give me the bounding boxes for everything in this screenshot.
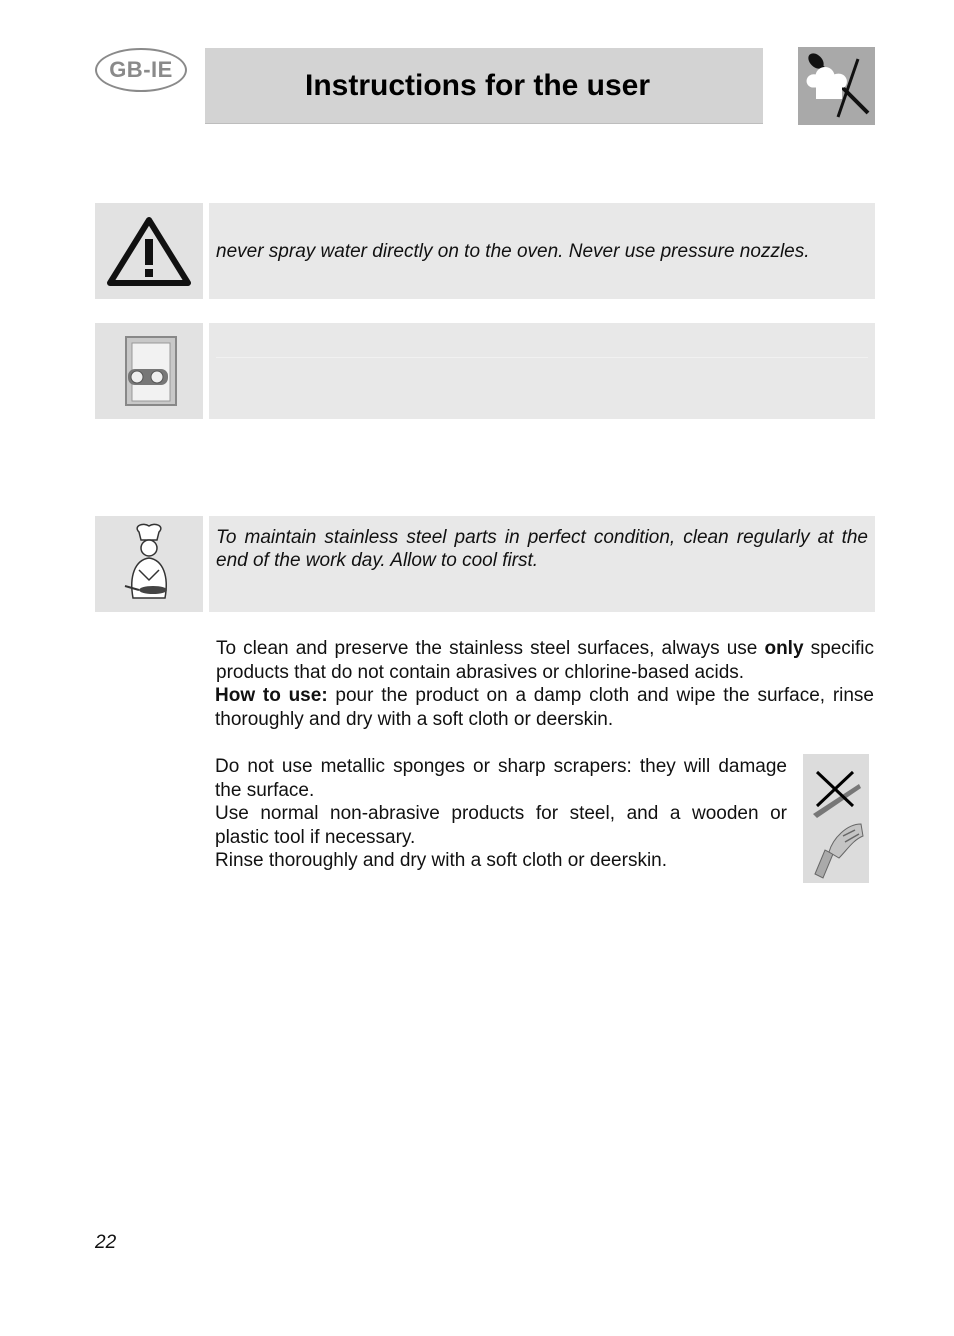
tools-paragraph — [215, 755, 787, 873]
warning-text: never spray water directly on to the oven. Never use pressure nozzles. — [216, 240, 810, 262]
crossed-knife-icon — [813, 772, 861, 818]
cleaning-paragraph — [216, 637, 874, 684]
how-to-use-text: How to use: pour the product on a damp cloth and wipe the surface, rinse thoroughly and dry with a soft cloth or deerskin. — [215, 685, 875, 730]
warning-icon-cell — [95, 203, 203, 299]
chef-text: To maintain stainless steel parts in perfect condition, clean regularly at the end of the work day. Allow to cool first. — [216, 527, 868, 571]
page-number: 22 — [95, 1232, 117, 1253]
hand-scraper-icon — [815, 824, 863, 878]
panel-notice — [209, 323, 875, 419]
divider-line — [216, 357, 868, 358]
page-title-bar — [205, 48, 763, 124]
chef-notice — [209, 516, 875, 612]
tools-line-2: Use normal non-abrasive products for steel, and a wooden or plastic tool if necessary. — [215, 803, 787, 848]
chef-icon-cell — [95, 516, 203, 612]
tools-line-1: Do not use metallic sponges or sharp scrapers: they will damage the surface. — [215, 756, 787, 801]
tools-icon-panel — [803, 754, 869, 883]
how-to-use-paragraph — [215, 684, 874, 731]
tools-line-3: Rinse thoroughly and dry with a soft cloth or deerskin. — [215, 850, 668, 871]
language-badge: GB-IE — [95, 48, 187, 92]
panel-icon-cell — [95, 323, 203, 419]
cleaning-text: To clean and preserve the stainless steel surfaces, always use only specific products that do not contain abrasives or chlorine-based acids. — [216, 638, 874, 683]
chef-hat-spoon-icon — [798, 47, 875, 125]
page-title: Instructions for the user — [305, 68, 651, 102]
chef-icon — [95, 516, 203, 612]
control-knob-panel-icon — [95, 323, 203, 419]
warning-notice — [209, 203, 875, 299]
warning-triangle-icon — [95, 203, 203, 299]
